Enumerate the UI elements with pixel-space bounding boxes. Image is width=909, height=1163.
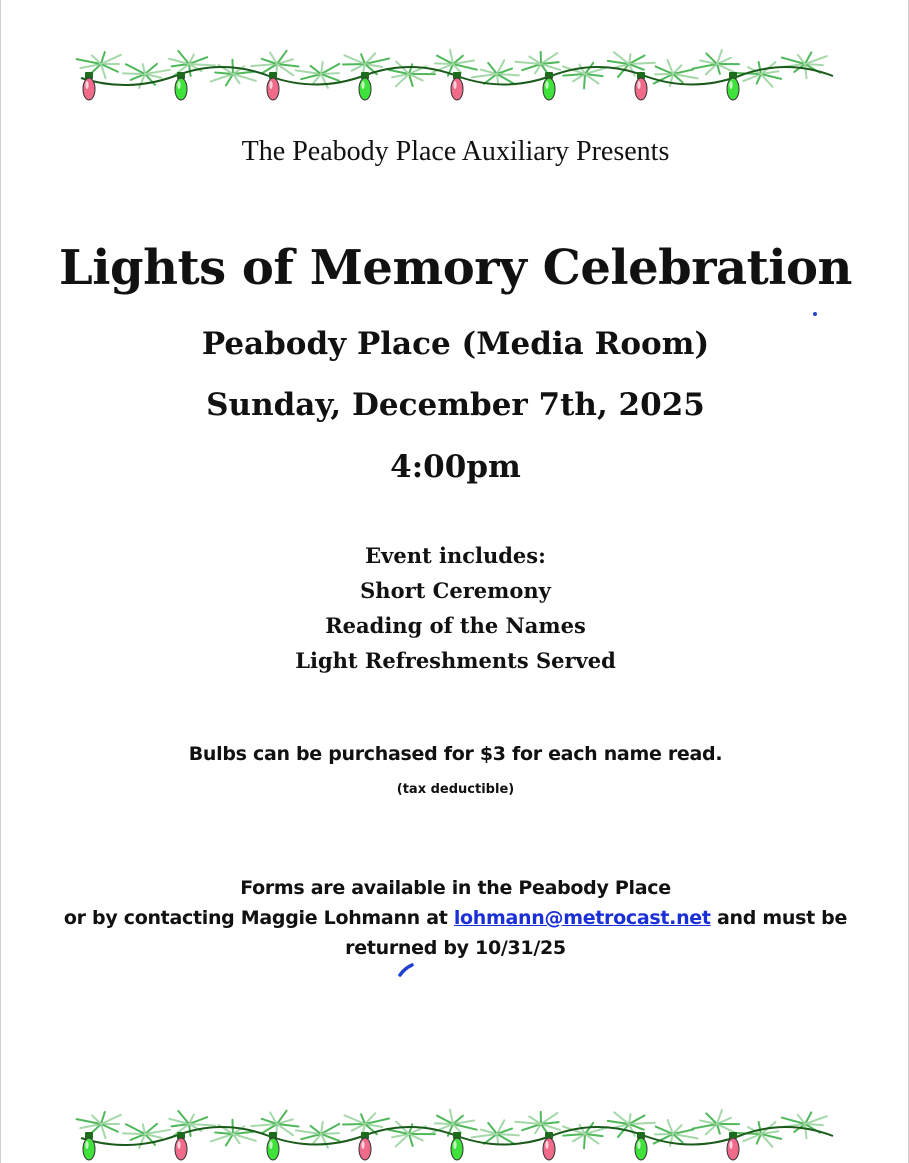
forms-line-2-start: or by contacting Maggie Lohmann at: [63, 907, 454, 929]
forms-line-3: returned by 10/31/25: [345, 937, 566, 959]
bulbs-price-text: Bulbs can be purchased for $3 for each name read.: [188, 743, 723, 765]
event-venue: Peabody Place (Media Room): [201, 326, 710, 362]
christmas-lights-garland-bottom-icon: [71, 1098, 841, 1163]
event-title: Lights of Memory Celebration: [59, 240, 852, 296]
email-link[interactable]: lohmann@metrocast.net: [453, 907, 711, 929]
pen-stroke-mark: [397, 962, 417, 978]
forms-line-2-end: and must be: [710, 907, 848, 929]
event-includes: [1, 538, 909, 678]
forms-line-2: [1, 903, 909, 933]
includes-item: Light Refreshments Served: [295, 648, 616, 673]
presenter-line: The Peabody Place Auxiliary Presents: [241, 136, 670, 167]
event-time: 4:00pm: [390, 449, 521, 485]
christmas-lights-garland-top-icon: [71, 38, 841, 108]
includes-item: Short Ceremony: [360, 578, 551, 603]
tax-note: (tax deductible): [396, 782, 515, 797]
includes-item: Reading of the Names: [325, 613, 586, 638]
stray-dot: [813, 312, 817, 316]
forms-info: [1, 873, 909, 963]
includes-heading: Event includes:: [365, 543, 546, 568]
forms-line-1: Forms are available in the Peabody Place: [240, 877, 671, 899]
event-date: Sunday, December 7th, 2025: [206, 387, 705, 423]
